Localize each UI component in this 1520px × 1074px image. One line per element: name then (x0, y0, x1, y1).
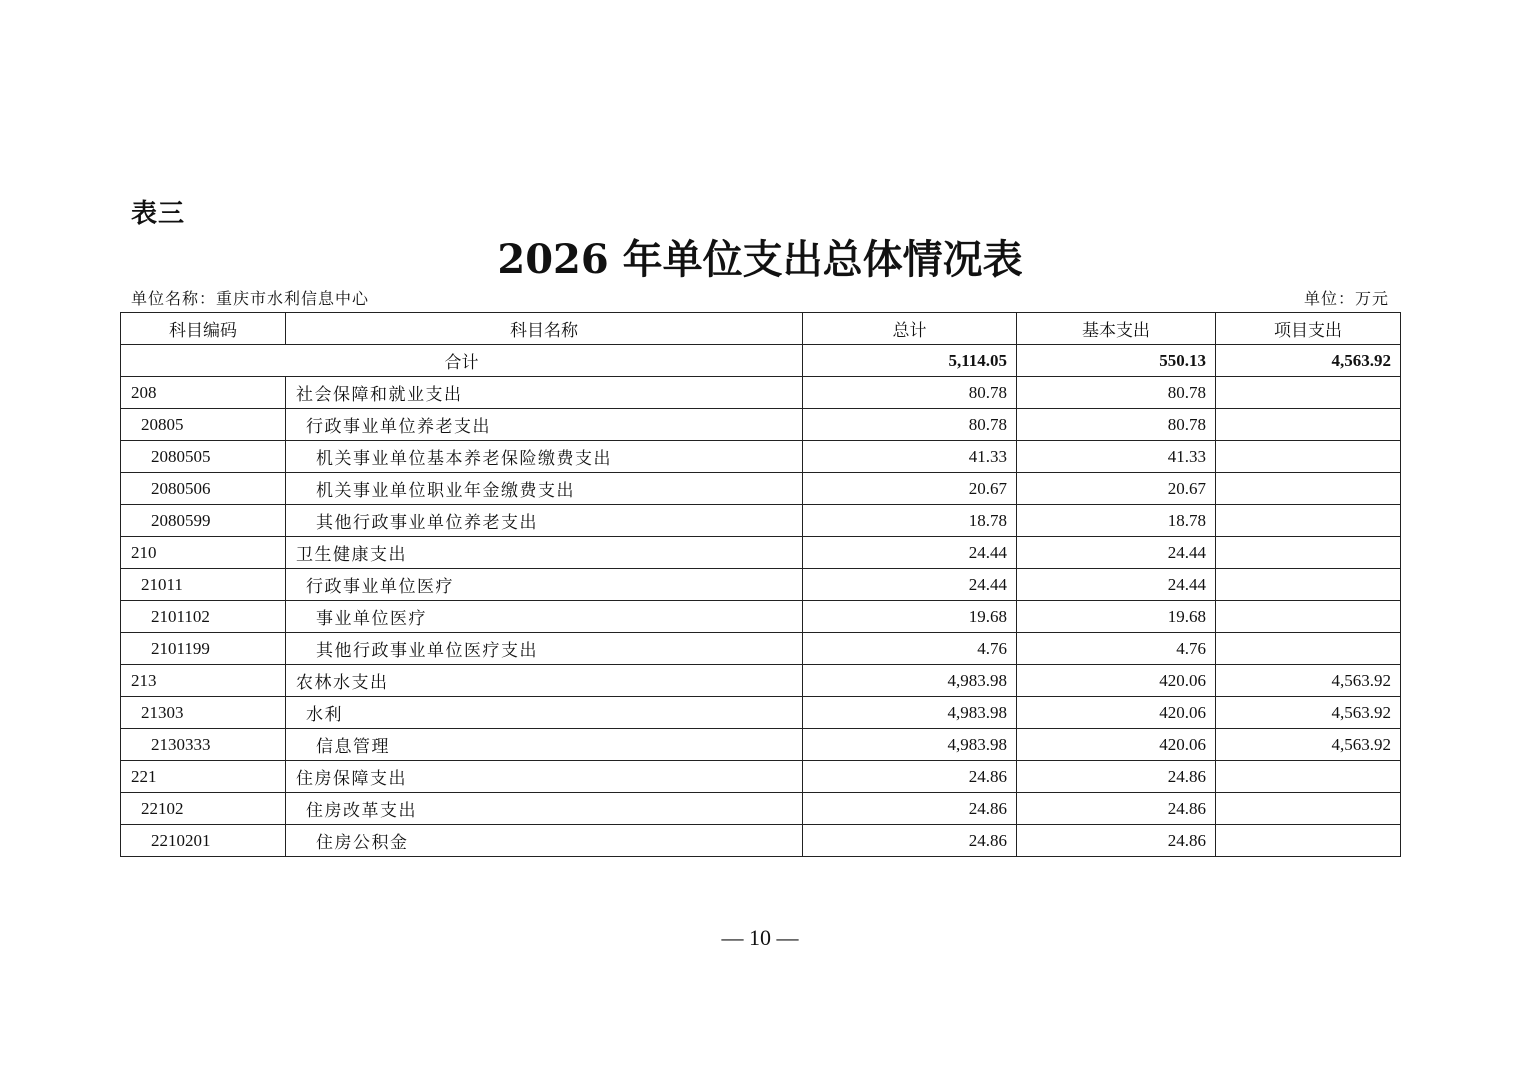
table-row (121, 409, 1401, 441)
row-code: 21303 (121, 697, 286, 729)
row-basic: 24.86 (1017, 761, 1216, 793)
table-row (121, 665, 1401, 697)
row-basic: 24.44 (1017, 569, 1216, 601)
row-basic: 4.76 (1017, 633, 1216, 665)
row-project (1216, 633, 1401, 665)
row-basic: 420.06 (1017, 697, 1216, 729)
row-basic: 24.44 (1017, 537, 1216, 569)
table-row (121, 569, 1401, 601)
row-name: 机关事业单位职业年金缴费支出 (286, 473, 803, 505)
row-project (1216, 761, 1401, 793)
row-name: 其他行政事业单位养老支出 (286, 505, 803, 537)
row-code: 2101199 (121, 633, 286, 665)
row-code: 20805 (121, 409, 286, 441)
row-code: 21011 (121, 569, 286, 601)
row-project: 4,563.92 (1216, 729, 1401, 761)
row-project (1216, 569, 1401, 601)
row-total: 41.33 (803, 441, 1017, 473)
total-label: 合计 (121, 345, 803, 377)
column-header-project: 项目支出 (1216, 313, 1401, 345)
table-row (121, 729, 1401, 761)
row-total: 4.76 (803, 633, 1017, 665)
row-code: 2080506 (121, 473, 286, 505)
row-total: 4,983.98 (803, 697, 1017, 729)
row-basic: 80.78 (1017, 377, 1216, 409)
row-name: 住房公积金 (286, 825, 803, 857)
row-code: 2101102 (121, 601, 286, 633)
total-basic: 550.13 (1017, 345, 1216, 377)
unit-label: 单位：万元 (1303, 289, 1389, 308)
row-code: 208 (121, 377, 286, 409)
page-number: — 10 — (721, 925, 799, 950)
row-basic: 24.86 (1017, 793, 1216, 825)
row-name: 行政事业单位养老支出 (286, 409, 803, 441)
row-total: 24.44 (803, 537, 1017, 569)
row-name: 信息管理 (286, 729, 803, 761)
row-code: 210 (121, 537, 286, 569)
table-row (121, 633, 1401, 665)
row-code: 22102 (121, 793, 286, 825)
table-row (121, 537, 1401, 569)
table-row (121, 825, 1401, 857)
row-project (1216, 473, 1401, 505)
row-basic: 24.86 (1017, 825, 1216, 857)
row-total: 19.68 (803, 601, 1017, 633)
row-code: 2080599 (121, 505, 286, 537)
row-project (1216, 441, 1401, 473)
total-project: 4,563.92 (1216, 345, 1401, 377)
row-basic: 420.06 (1017, 665, 1216, 697)
table-label: 表三 (131, 199, 186, 229)
row-name: 其他行政事业单位医疗支出 (286, 633, 803, 665)
table-row (121, 697, 1401, 729)
row-project (1216, 601, 1401, 633)
row-name: 住房保障支出 (286, 761, 803, 793)
column-header-code: 科目编码 (121, 313, 286, 345)
row-project (1216, 505, 1401, 537)
total-row (121, 345, 1401, 377)
row-total: 24.86 (803, 793, 1017, 825)
column-header-name: 科目名称 (286, 313, 803, 345)
expenditure-table (120, 312, 1401, 857)
table-row (121, 505, 1401, 537)
row-total: 4,983.98 (803, 665, 1017, 697)
row-project: 4,563.92 (1216, 665, 1401, 697)
row-total: 24.86 (803, 825, 1017, 857)
row-total: 24.86 (803, 761, 1017, 793)
row-project (1216, 793, 1401, 825)
row-name: 事业单位医疗 (286, 601, 803, 633)
row-basic: 20.67 (1017, 473, 1216, 505)
row-project (1216, 537, 1401, 569)
row-code: 213 (121, 665, 286, 697)
table-row (121, 761, 1401, 793)
row-code: 2080505 (121, 441, 286, 473)
row-basic: 18.78 (1017, 505, 1216, 537)
row-name: 农林水支出 (286, 665, 803, 697)
row-basic: 41.33 (1017, 441, 1216, 473)
row-name: 卫生健康支出 (286, 537, 803, 569)
row-name: 社会保障和就业支出 (286, 377, 803, 409)
row-project: 4,563.92 (1216, 697, 1401, 729)
row-name: 住房改革支出 (286, 793, 803, 825)
row-basic: 19.68 (1017, 601, 1216, 633)
table-row (121, 473, 1401, 505)
row-project (1216, 409, 1401, 441)
row-code: 2130333 (121, 729, 286, 761)
column-header-basic: 基本支出 (1017, 313, 1216, 345)
document-title: 2026 年单位支出总体情况表 (497, 236, 1023, 283)
column-header-total: 总计 (803, 313, 1017, 345)
row-total: 24.44 (803, 569, 1017, 601)
row-total: 18.78 (803, 505, 1017, 537)
table-row (121, 601, 1401, 633)
table-row (121, 441, 1401, 473)
table-row (121, 793, 1401, 825)
row-total: 4,983.98 (803, 729, 1017, 761)
row-project (1216, 825, 1401, 857)
table-header-row (121, 313, 1401, 345)
row-project (1216, 377, 1401, 409)
row-total: 20.67 (803, 473, 1017, 505)
row-code: 221 (121, 761, 286, 793)
unit-name: 单位名称：重庆市水利信息中心 (131, 289, 370, 308)
table-row (121, 377, 1401, 409)
row-total: 80.78 (803, 377, 1017, 409)
row-name: 机关事业单位基本养老保险缴费支出 (286, 441, 803, 473)
row-basic: 420.06 (1017, 729, 1216, 761)
row-code: 2210201 (121, 825, 286, 857)
row-name: 水利 (286, 697, 803, 729)
row-name: 行政事业单位医疗 (286, 569, 803, 601)
row-total: 80.78 (803, 409, 1017, 441)
row-basic: 80.78 (1017, 409, 1216, 441)
total-total: 5,114.05 (803, 345, 1017, 377)
